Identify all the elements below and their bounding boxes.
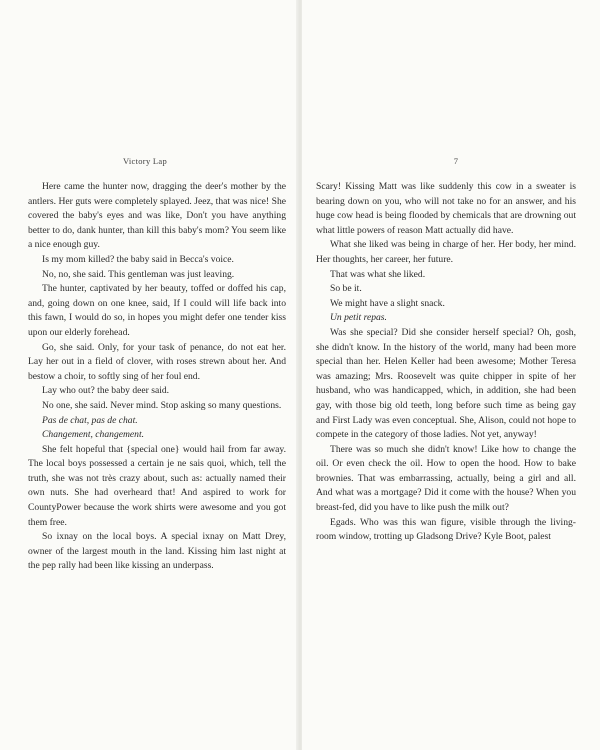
- left-page-text: [28, 180, 286, 574]
- left-page: [0, 0, 298, 750]
- page-number: 7: [453, 156, 459, 166]
- right-page-text: [316, 180, 576, 545]
- paragraph: No one, she said. Never mind. Stop asking so many questions.: [42, 399, 282, 411]
- paragraph: Un petit repas.: [330, 312, 387, 324]
- paragraph: Changement, changement.: [42, 429, 145, 441]
- running-head: Victory Lap: [122, 156, 168, 166]
- paragraph: The hunter, captivated by her beauty, toffed or doffed his cap, and, going down on one knee, said, If I could will life back into this fawn, I would do so, in hopes you might defer one tender kiss upon our elderly forehead.: [28, 283, 286, 338]
- paragraph: Here came the hunter now, dragging the deer's mother by the antlers. Her guts were completely splayed. Jeez, that was nice! She covered the baby's eyes and was like, Don't you have anything better to do, dank hunter, than kill this baby's mom? You seem like a nice enough guy.: [28, 181, 286, 251]
- paragraph: So ixnay on the local boys. A special ixnay on Matt Drey, owner of the largest mouth in the land. Kissing him last night at the pep rally had been like kissing an underpass.: [28, 531, 286, 572]
- paragraph: We might have a slight snack.: [330, 297, 445, 309]
- right-page: [302, 0, 600, 750]
- paragraph: Pas de chat, pas de chat.: [42, 414, 138, 426]
- paragraph: No, no, she said. This gentleman was just leaving.: [42, 268, 235, 280]
- paragraph: So be it.: [330, 283, 362, 295]
- paragraph: Go, she said. Only, for your task of penance, do not eat her. Lay her out in a field of clover, with roses strewn about her. And bestow a choir, to softly sing of her foul end.: [28, 341, 286, 382]
- paragraph: Scary! Kissing Matt was like suddenly this cow in a sweater is bearing down on you, who will not take no for an answer, and his huge cow head is being flooded by chemicals that are drowning out what little powers of reason Matt actually did have.: [316, 181, 576, 236]
- paragraph: There was so much she didn't know! Like how to change the oil. Or even check the oil. How to open the hood. How to bake brownies. That was embarrassing, actually, being a girl and all. And what was a mortgage? Did it come with the house? When you breast-fed, did you have to like push the milk out?: [316, 443, 576, 514]
- paragraph: Was she special? Did she consider herself special? Oh, gosh, she didn't know. In the history of the world, many had been more special than her. Helen Keller had been awesome; Mother Teresa was amazing; Mrs. Roosevelt was quite chipper in spite of her husband, who was handicapped, which, in addition, she had been gay, with those big old teeth, long before such time as being gay and First Lady was even conceptual. She, Alison, could not hope to compete in the category of those ladies. Not yet, anyway!: [316, 326, 576, 441]
- paragraph: She felt hopeful that {special one} would hail from far away. The local boys possessed a certain je ne sais quoi, which, tell the truth, she was not très crazy about, such as: actually named their own nuts. She had overheard that! And aspired to work for CountyPower because the work shirts were awesome and you got them free.: [28, 443, 286, 528]
- paragraph: What she liked was being in charge of her. Her body, her mind. Her thoughts, her career, her future.: [316, 239, 576, 265]
- paragraph: Egads. Who was this wan figure, visible through the living-room window, trotting up Gladsong Drive? Kyle Boot, palest: [316, 516, 576, 543]
- paragraph: Lay who out? the baby deer said.: [42, 385, 170, 397]
- paragraph: That was what she liked.: [330, 268, 426, 280]
- paragraph: Is my mom killed? the baby said in Becca's voice.: [42, 253, 234, 265]
